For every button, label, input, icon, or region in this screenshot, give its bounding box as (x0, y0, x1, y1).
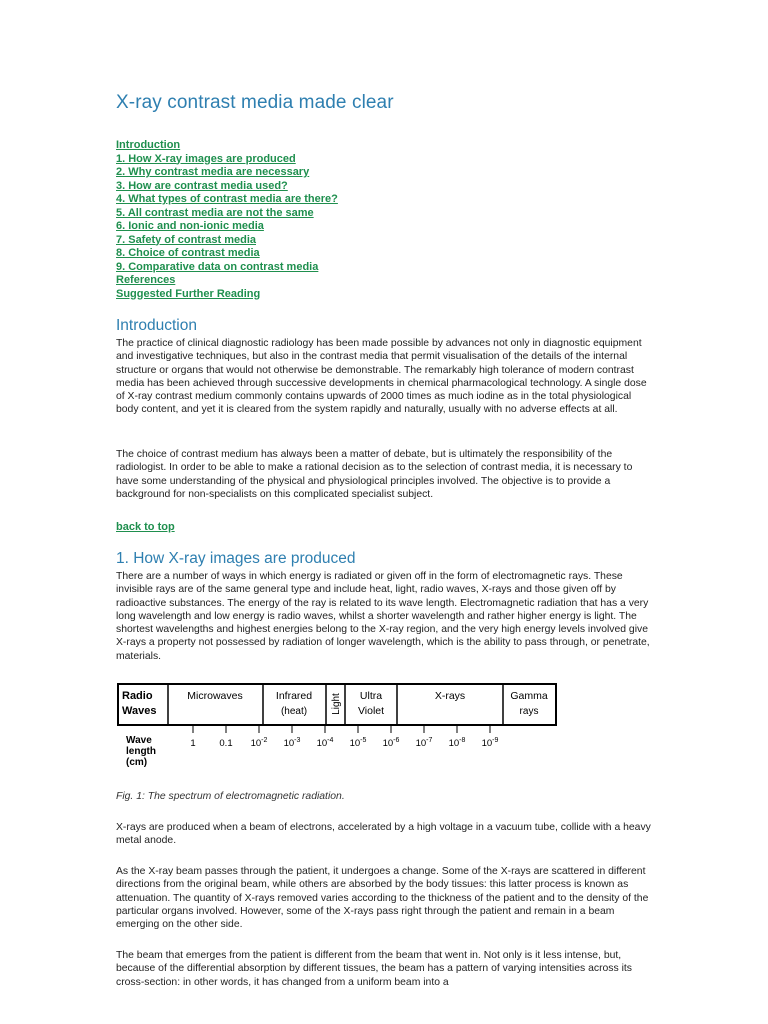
band-microwaves: Microwaves (187, 690, 243, 702)
wavelength-tick-label: $10^{-4}$ (316, 737, 334, 749)
band-ultra-line1: Ultra (359, 690, 383, 702)
toc-link-section-9[interactable]: 9. Comparative data on contrast media (116, 260, 319, 273)
section-1-paragraph-3: As the X-ray beam passes through the patient, it undergoes a change. Some of the X-rays are scattered in different directions from the original beam, while others are absorbed by the body tissues: this latter process is known as attenuation. The quantity of X-rays removed varies according to the thickness of the patient and to the density of the particular organs involved. However, some of the X-rays pass right through the patient and remain in a beam emerging on the other side. (116, 866, 649, 931)
toc-link-section-3[interactable]: 3. How are contrast media used? (116, 179, 288, 192)
wavelength-tick-label: $10^{-2}$ (250, 737, 268, 749)
toc-link-further-reading[interactable]: Suggested Further Reading (116, 287, 261, 300)
toc-link-section-6[interactable]: 6. Ionic and non-ionic media (116, 220, 264, 232)
wavelength-tick-label: $10^{-8}$ (448, 737, 466, 749)
band-infrared-line2: (heat) (280, 706, 308, 717)
wavelength-label-line2: length (126, 746, 156, 757)
toc-item (116, 178, 338, 192)
toc-item (116, 259, 338, 273)
table-of-contents (116, 137, 338, 299)
toc-item (116, 272, 338, 286)
intro-paragraph-1: The practice of clinical diagnostic radiology has been made possible by advances not only in diagnostic equipment and investigative techniques, but also in the contrast media that permit visualisation of the details of the internal structure or organs that would not otherwise be demonstrable. The remarkably high tolerance of modern contrast media has been achieved through successive developments in chemical pharmacological technology. A single dose of X-ray contrast medium commonly contains upwards of 2000 times as much iodine as in the total physiological body content, and yet it is cleared from the system rapidly and naturally, usually with no adverse effects at all. (116, 338, 647, 416)
page-title: X-ray contrast media made clear (116, 92, 394, 113)
section-1-paragraph-4: The beam that emerges from the patient is different from the beam that went in. Not only is it less intense, but, because of the differential absorption by different tissues, the beam has a pattern of varying intensities across its cross-section: in other words, it has changed from a uniform beam into a (116, 950, 632, 988)
spectrum-figure (116, 682, 561, 779)
figure-caption: Fig. 1: The spectrum of electromagnetic radiation. (116, 791, 345, 802)
toc-link-section-2[interactable]: 2. Why contrast media are necessary (116, 166, 310, 178)
toc-item (116, 218, 338, 232)
toc-item (116, 286, 338, 300)
toc-link-section-5[interactable]: 5. All contrast media are not the same (116, 206, 314, 219)
band-gamma-line1: Gamma (510, 690, 548, 702)
wavelength-tick-label: $10^{-9}$ (481, 737, 499, 749)
toc-link-section-8[interactable]: 8. Choice of contrast media (116, 247, 260, 259)
back-to-top-link[interactable]: back to top (116, 521, 175, 533)
intro-paragraph-2: The choice of contrast medium has always been a matter of debate, but is ultimately the responsibility of the radiologist. In order to be able to make a rational decision as to the selection of contrast media, it is necessary to have some understanding of the physical and physiological principles involved. The objective is to provide a background for non-specialists on this complicated specialist subject. (116, 449, 633, 500)
toc-link-references[interactable]: References (116, 274, 176, 286)
toc-link-section-7[interactable]: 7. Safety of contrast media (116, 233, 256, 246)
toc-item (116, 137, 338, 151)
toc-link-section-1[interactable]: 1. How X-ray images are produced (116, 152, 296, 165)
wavelength-label-line1: Wave (126, 735, 152, 746)
wavelength-tick-label: $10^{-6}$ (382, 737, 400, 749)
toc-item (116, 245, 338, 259)
toc-item (116, 151, 338, 165)
section-1-paragraph-1: There are a number of ways in which energy is radiated or given off in the form of electromagnetic rays. These invisible rays are of the same general type and include heat, light, radio waves, X-rays and those given off by radioactive substances. The energy of the ray is related to its wave length. Electromagnetic radiation that has a very long wavelength and low energy is radio waves, whilst a shorter wavelength and rather higher energy is light. The shortest wavelengths and highest energies belong to the X-ray region, and the very high energy levels involved give X-rays a property not possessed by radiation of longer wavelength, which is the ability to pass through, or penetrate, materials. (116, 571, 650, 662)
back-to-top-container (116, 517, 175, 535)
wavelength-tick-label: $10^{-7}$ (415, 737, 433, 749)
band-radio-line1: Radio (122, 690, 153, 702)
intro-heading: Introduction (116, 317, 197, 334)
wavelength-tick-labels (190, 737, 498, 749)
toc-item (116, 164, 338, 178)
wavelength-tick-label: 0.1 (219, 738, 233, 749)
wavelength-tick-label: $10^{-3}$ (283, 737, 301, 749)
toc-link-introduction[interactable]: Introduction (116, 139, 181, 151)
band-light: Light (331, 693, 342, 715)
wavelength-label-line3: (cm) (126, 757, 148, 768)
band-ultra-line2: Violet (357, 705, 385, 717)
wavelength-ticks (193, 725, 490, 733)
toc-item (116, 191, 338, 205)
wavelength-tick-label: 1 (190, 738, 196, 749)
band-radio-line2: Waves (122, 705, 157, 717)
spectrum-diagram (116, 682, 561, 774)
wavelength-tick-label: $10^{-5}$ (349, 737, 367, 749)
toc-link-section-4[interactable]: 4. What types of contrast media are there? (116, 193, 338, 205)
toc-item (116, 205, 338, 219)
section-1-heading: 1. How X-ray images are produced (116, 550, 356, 567)
section-1-paragraph-2: X-rays are produced when a beam of electrons, accelerated by a high voltage in a vacuum tube, collide with a heavy metal anode. (116, 822, 651, 847)
band-gamma-line2: rays (519, 706, 539, 717)
toc-item (116, 232, 338, 246)
band-infrared-line1: Infrared (275, 690, 313, 702)
band-xrays: X-rays (434, 690, 466, 702)
